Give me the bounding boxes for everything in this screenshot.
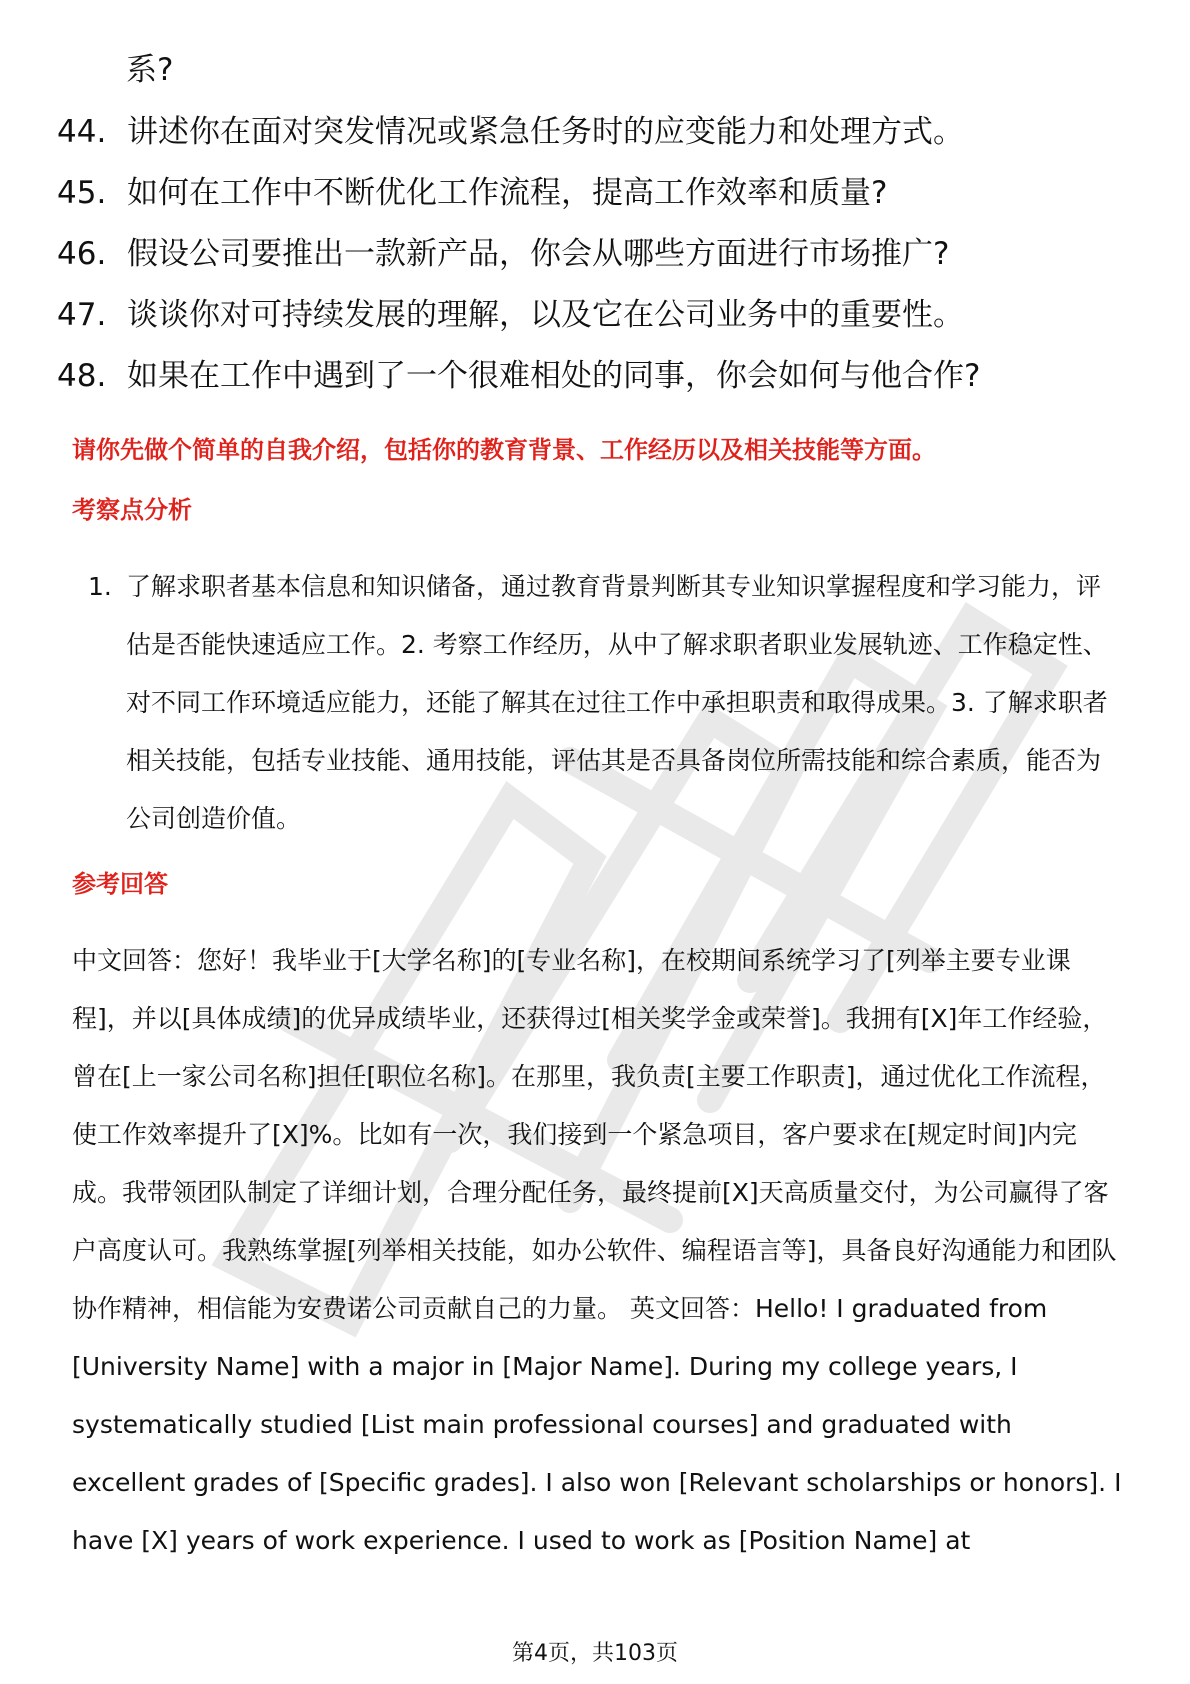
question-item	[57, 293, 980, 354]
question-number: 45.	[57, 175, 107, 211]
question-text: 如何在工作中不断优化工作流程，提高工作效率和质量?	[127, 175, 888, 211]
question-text: 讲述你在面对突发情况或紧急任务时的应变能力和处理方式。	[127, 114, 964, 150]
question-item	[57, 354, 980, 415]
question-text: 假设公司要推出一款新产品，你会从哪些方面进行市场推广?	[127, 236, 950, 272]
analysis-text: 了解求职者基本信息和知识储备，通过教育背景判断其专业知识掌握程度和学习能力，评估是否能快速适应工作。2. 考察工作经历，从中了解求职者职业发展轨迹、工作稳定性、对不同工作环境适应能力，还能了解其在过往工作中承担职责和取得成果。3. 了解求职者相关技能，包括专业技能、通用技能，评估其是否具备岗位所需技能和综合素质，能否为公司创造价值。	[126, 572, 1108, 833]
highlighted-question: 请你先做个简单的自我介绍，包括你的教育背景、工作经历以及相关技能等方面。	[72, 436, 936, 464]
question-text: 如果在工作中遇到了一个很难相处的同事，你会如何与他合作?	[127, 358, 981, 394]
question-number: 48.	[57, 358, 107, 394]
question-item	[57, 171, 980, 232]
analysis-number: 1.	[88, 572, 112, 601]
answer-text: 中文回答：您好！我毕业于[大学名称]的[专业名称]，在校期间系统学习了[列举主要专业课程]，并以[具体成绩]的优异成绩毕业，还获得过[相关奖学金或荣誉]。我拥有[X]年工作经验，曾在[上一家公司名称]担任[职位名称]。在那里，我负责[主要工作职责]，通过优化工作流程，使工作效率提升了[X]%。比如有一次，我们接到一个紧急项目，客户要求在[规定时间]内完成。我带领团队制定了详细计划，合理分配任务，最终提前[X]天高质量交付，为公司赢得了客户高度认可。我熟练掌握[列举相关技能，如办公软件、编程语言等]，具备良好沟通能力和团队协作精神，相信能为安费诺公司贡献自己的力量。 英文回答：Hello! I graduated from [University Name] with a major in [Major Name]. During my college years, I systematically studied [List main professional courses] and graduated with excellent grades of [Specific grades]. I also won [Relevant scholarships or honors]. I have [X] years of work experience. I used to work as [Position Name] at	[72, 946, 1122, 1555]
analysis-title: 考察点分析	[72, 496, 192, 524]
question-number: 47.	[57, 297, 107, 333]
answer-title: 参考回答	[72, 870, 168, 898]
question-item	[57, 232, 980, 293]
question-number: 46.	[57, 236, 107, 272]
page-footer: 第4页，共103页	[512, 1641, 678, 1666]
question-continuation: 系?	[126, 52, 174, 88]
question-text: 谈谈你对可持续发展的理解，以及它在公司业务中的重要性。	[127, 297, 964, 333]
question-item	[57, 110, 980, 171]
question-number: 44.	[57, 114, 107, 150]
question-list	[57, 110, 980, 415]
analysis-body	[88, 558, 1118, 848]
